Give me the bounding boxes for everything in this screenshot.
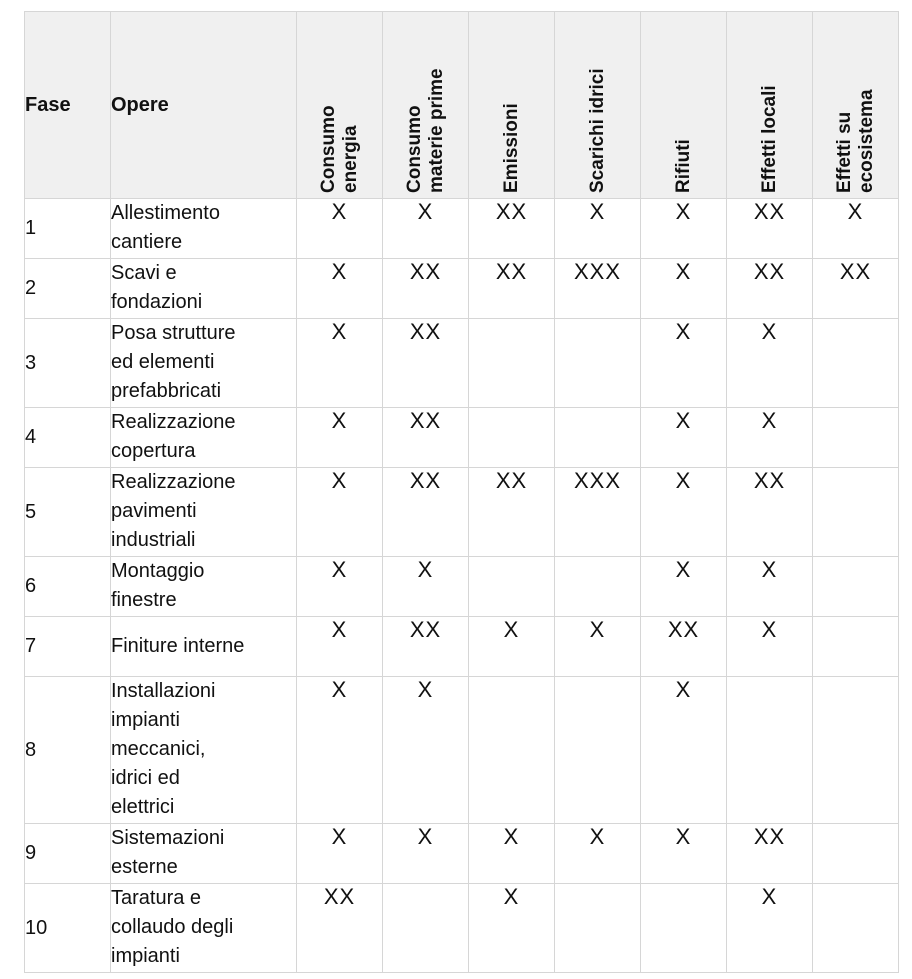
table-row	[25, 677, 899, 824]
impact-mark-cell: X	[727, 319, 813, 408]
header-line: Effetti su	[833, 111, 855, 193]
impact-mark-cell: X	[555, 199, 641, 259]
header-consumo-energia	[297, 12, 383, 199]
header-consumo-materie-prime	[383, 12, 469, 199]
opere-line: Realizzazione	[111, 411, 236, 433]
impact-mark-cell: X	[727, 408, 813, 468]
impact-mark-cell	[469, 408, 555, 468]
impact-mark-cell: X	[383, 557, 469, 617]
header-line: materie prime	[425, 68, 447, 193]
impact-mark-cell	[813, 408, 899, 468]
impact-mark-cell: X	[297, 199, 383, 259]
impact-mark-cell: X	[641, 468, 727, 557]
impact-mark-cell: XX	[641, 617, 727, 677]
impact-mark-cell	[555, 319, 641, 408]
fase-cell: 3	[25, 319, 111, 408]
header-fase: Fase	[25, 12, 111, 199]
fase-cell: 6	[25, 557, 111, 617]
opere-cell	[111, 557, 297, 617]
opere-cell	[111, 884, 297, 973]
impact-mark-cell: XX	[297, 884, 383, 973]
impact-mark-cell: X	[641, 557, 727, 617]
opere-line: Posa strutture	[111, 322, 236, 344]
opere-line: Installazioni	[111, 680, 216, 702]
impact-mark-cell: X	[641, 677, 727, 824]
header-line: Rifiuti	[672, 139, 694, 193]
impact-mark-cell	[469, 319, 555, 408]
impact-mark-cell: XX	[727, 259, 813, 319]
opere-line: elettrici	[111, 796, 175, 818]
fase-cell: 2	[25, 259, 111, 319]
fase-cell: 8	[25, 677, 111, 824]
impact-mark-cell: X	[297, 408, 383, 468]
impact-mark-cell: XX	[383, 259, 469, 319]
header-line: Effetti locali	[758, 85, 780, 193]
opere-line: meccanici,	[111, 738, 206, 760]
impact-mark-cell: X	[469, 824, 555, 884]
impact-mark-cell: XX	[727, 199, 813, 259]
impact-mark-cell	[383, 884, 469, 973]
impact-mark-cell: X	[641, 199, 727, 259]
impact-mark-cell: X	[469, 884, 555, 973]
fase-cell: 5	[25, 468, 111, 557]
impact-mark-cell: X	[297, 617, 383, 677]
impact-mark-cell: X	[383, 199, 469, 259]
header-row	[25, 12, 899, 199]
header-line: Consumo	[403, 105, 425, 193]
impact-mark-cell: X	[297, 824, 383, 884]
opere-line: impianti	[111, 945, 180, 967]
opere-cell	[111, 468, 297, 557]
impact-mark-cell: X	[727, 557, 813, 617]
opere-line: finestre	[111, 589, 177, 611]
opere-line: Realizzazione	[111, 471, 236, 493]
impact-mark-cell: X	[641, 408, 727, 468]
header-line: ecosistema	[855, 89, 877, 193]
opere-line: prefabbricati	[111, 380, 222, 402]
table-header	[25, 12, 899, 199]
impact-mark-cell: XX	[469, 259, 555, 319]
opere-line: collaudo degli	[111, 916, 234, 938]
opere-cell	[111, 617, 297, 677]
table-row	[25, 408, 899, 468]
impact-mark-cell: X	[297, 319, 383, 408]
header-scarichi-idrici	[555, 12, 641, 199]
impact-mark-cell: XX	[727, 468, 813, 557]
impact-mark-cell	[813, 677, 899, 824]
opere-line: impianti	[111, 709, 180, 731]
impact-mark-cell: X	[555, 617, 641, 677]
header-line: energia	[339, 125, 361, 193]
opere-line: industriali	[111, 529, 196, 551]
opere-cell	[111, 259, 297, 319]
table-row	[25, 824, 899, 884]
header-rifiuti	[641, 12, 727, 199]
impact-mark-cell: XXX	[555, 259, 641, 319]
opere-line: idrici ed	[111, 767, 180, 789]
header-effetti-locali	[727, 12, 813, 199]
fase-cell: 9	[25, 824, 111, 884]
opere-line: ed elementi	[111, 351, 215, 373]
impact-mark-cell: XX	[383, 319, 469, 408]
impact-mark-cell: X	[555, 824, 641, 884]
opere-cell	[111, 408, 297, 468]
impact-mark-cell: X	[383, 677, 469, 824]
opere-line: Taratura e	[111, 887, 202, 909]
impact-mark-cell: X	[813, 199, 899, 259]
opere-line: pavimenti	[111, 500, 197, 522]
impact-mark-cell	[813, 468, 899, 557]
opere-line: Finiture interne	[111, 635, 245, 657]
table-row	[25, 557, 899, 617]
header-emissioni	[469, 12, 555, 199]
opere-cell	[111, 319, 297, 408]
impact-mark-cell: X	[297, 557, 383, 617]
impact-mark-cell: X	[297, 468, 383, 557]
fase-cell: 7	[25, 617, 111, 677]
impact-mark-cell	[555, 884, 641, 973]
impact-mark-cell	[555, 557, 641, 617]
impact-mark-cell	[469, 557, 555, 617]
impact-mark-cell	[641, 884, 727, 973]
opere-line: esterne	[111, 856, 178, 878]
opere-line: Montaggio	[111, 560, 205, 582]
impact-mark-cell: X	[469, 617, 555, 677]
impact-mark-cell: XX	[383, 408, 469, 468]
table-row	[25, 199, 899, 259]
table-row	[25, 319, 899, 408]
fase-cell: 10	[25, 884, 111, 973]
header-line: Scarichi idrici	[586, 68, 608, 193]
impact-mark-cell: X	[297, 677, 383, 824]
impact-mark-cell: X	[727, 884, 813, 973]
impact-mark-cell	[813, 557, 899, 617]
opere-line: Allestimento	[111, 202, 220, 224]
impact-mark-cell: X	[727, 617, 813, 677]
opere-line: fondazioni	[111, 291, 203, 313]
opere-cell	[111, 824, 297, 884]
impact-mark-cell	[813, 319, 899, 408]
opere-line: Scavi e	[111, 262, 177, 284]
fase-cell: 1	[25, 199, 111, 259]
impact-mark-cell	[727, 677, 813, 824]
table-row	[25, 259, 899, 319]
header-opere: Opere	[111, 12, 297, 199]
impact-mark-cell	[555, 677, 641, 824]
impact-mark-cell	[813, 824, 899, 884]
opere-cell	[111, 199, 297, 259]
fase-cell: 4	[25, 408, 111, 468]
header-line: Emissioni	[500, 103, 522, 193]
impact-mark-cell	[469, 677, 555, 824]
opere-cell	[111, 677, 297, 824]
table-row	[25, 884, 899, 973]
impact-table	[24, 11, 899, 973]
impact-mark-cell: X	[297, 259, 383, 319]
table-row	[25, 617, 899, 677]
table-row	[25, 468, 899, 557]
impact-mark-cell: X	[383, 824, 469, 884]
impact-mark-cell: XX	[813, 259, 899, 319]
opere-line: copertura	[111, 440, 196, 462]
impact-mark-cell	[813, 884, 899, 973]
header-effetti-su-ecosistema	[813, 12, 899, 199]
impact-mark-cell: X	[641, 319, 727, 408]
impact-mark-cell: XX	[383, 468, 469, 557]
impact-mark-cell: XX	[383, 617, 469, 677]
impact-mark-cell: XX	[469, 468, 555, 557]
table-body	[25, 199, 899, 973]
impact-mark-cell: X	[641, 259, 727, 319]
impact-mark-cell	[813, 617, 899, 677]
impact-mark-cell: XX	[469, 199, 555, 259]
impact-mark-cell: XXX	[555, 468, 641, 557]
impact-mark-cell: X	[641, 824, 727, 884]
opere-line: cantiere	[111, 231, 183, 253]
impact-mark-cell: XX	[727, 824, 813, 884]
opere-line: Sistemazioni	[111, 827, 225, 849]
header-line: Consumo	[317, 105, 339, 193]
impact-mark-cell	[555, 408, 641, 468]
